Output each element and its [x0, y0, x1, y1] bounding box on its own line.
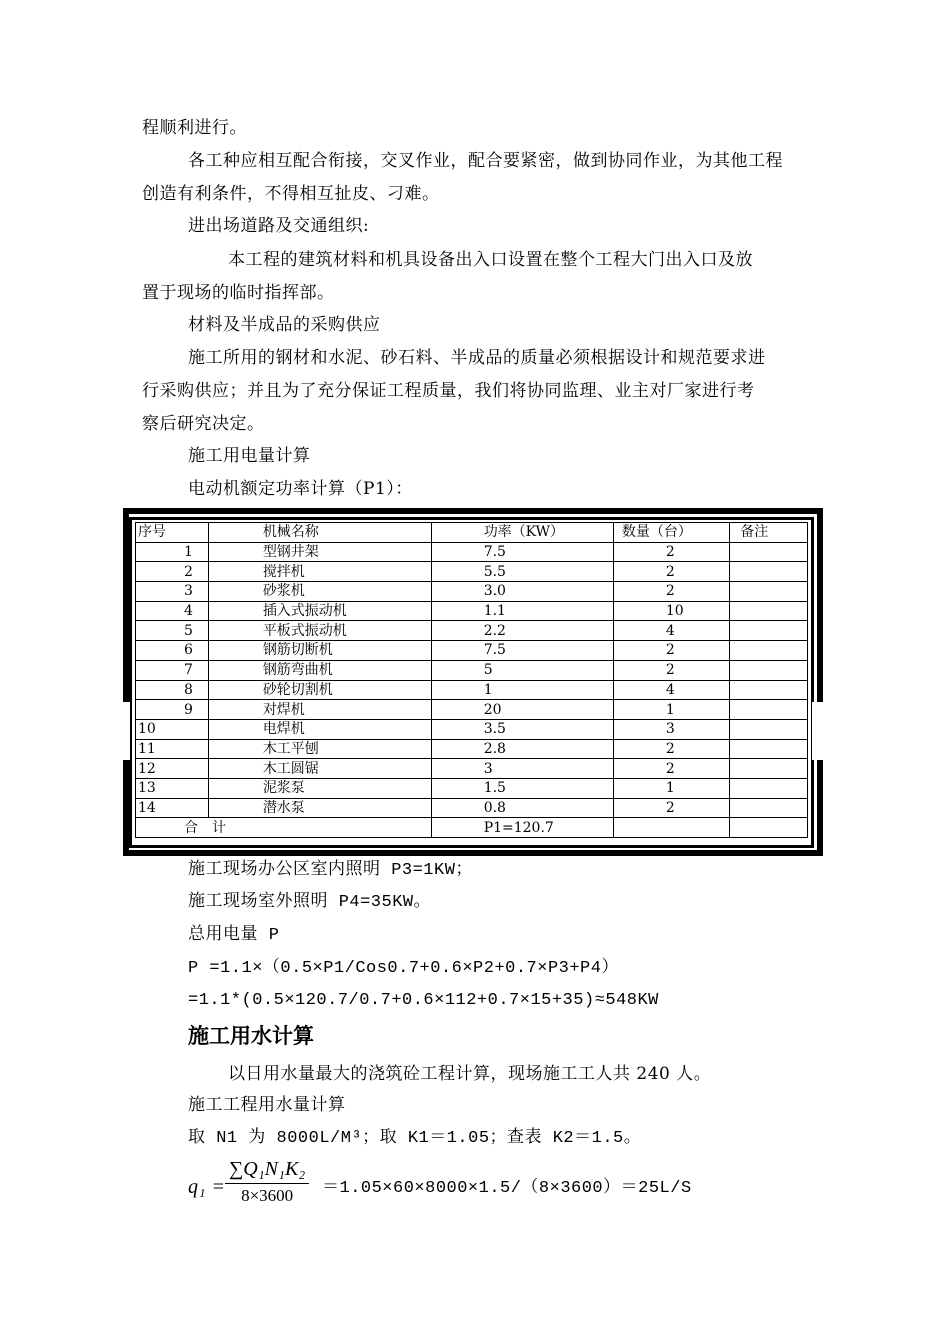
table-total-row [136, 818, 808, 838]
table-cell: 12 [136, 759, 209, 779]
table-row [136, 739, 808, 759]
table-cell: 2 [613, 759, 729, 779]
total-value: P1=120.7 [431, 818, 613, 838]
table-cell: 3.0 [431, 582, 613, 602]
table-cell: 5 [431, 660, 613, 680]
table-cell [730, 660, 808, 680]
table-cell: 7 [136, 660, 209, 680]
paragraph-line: 各工种应相互配合衔接，交叉作业，配合要紧密，做到协同作业，为其他工程 [188, 151, 783, 171]
table-cell: 13 [136, 778, 209, 798]
table-cell: 1.1 [431, 601, 613, 621]
table-row [136, 562, 808, 582]
table-cell: 2 [613, 542, 729, 562]
section-title: 施工用电量计算 [188, 446, 311, 466]
table-cell [730, 700, 808, 720]
paragraph-line: 本工程的建筑材料和机具设备出入口设置在整个工程大门出入口及放 [228, 250, 753, 270]
table-row [136, 582, 808, 602]
table-cell [613, 818, 729, 838]
table-cell: 木工平刨 [208, 739, 431, 759]
table-cell: 2.2 [431, 621, 613, 641]
table-cell: 3.5 [431, 719, 613, 739]
table-cell [730, 680, 808, 700]
table-cell: 泥浆泵 [208, 778, 431, 798]
table-cell: 2 [613, 739, 729, 759]
table-cell: 6 [136, 641, 209, 661]
table-cell [730, 759, 808, 779]
table-cell: 潜水泵 [208, 798, 431, 818]
text-line: P =1.1×（0.5×P1/Cos0.7+0.6×P2+0.7×P3+P4） [188, 959, 619, 978]
paragraph-line: 察后研究决定。 [142, 414, 265, 434]
table-cell: 3 [136, 582, 209, 602]
table-header-row [136, 523, 808, 543]
table-cell: 1 [431, 680, 613, 700]
table-cell: 4 [613, 621, 729, 641]
table-cell [730, 582, 808, 602]
table-cell: 4 [613, 680, 729, 700]
table-cell: 1.5 [431, 778, 613, 798]
formula-lhs: q₁ = [188, 1176, 226, 1198]
table-cell: 2 [613, 641, 729, 661]
table-row [136, 700, 808, 720]
table-row [136, 621, 808, 641]
formula-denominator: 8×3600 [241, 1186, 294, 1205]
table-cell [730, 542, 808, 562]
table-row [136, 719, 808, 739]
header-cell: 功率（KW） [431, 523, 613, 543]
table-cell: 2.8 [431, 739, 613, 759]
formula-rhs: ＝1.05×60×8000×1.5/（8×3600）＝25L/S [322, 1179, 692, 1198]
table-cell [730, 798, 808, 818]
table-cell [730, 818, 808, 838]
table-cell: 7.5 [431, 641, 613, 661]
paragraph-line: 行采购供应；并且为了充分保证工程质量，我们将协同监理、业主对厂家进行考 [142, 381, 755, 401]
paragraph-line: 置于现场的临时指挥部。 [142, 283, 335, 303]
border-gap [812, 702, 826, 760]
table-cell [730, 621, 808, 641]
section-heading: 施工用水计算 [188, 1024, 314, 1048]
table-cell: 5 [136, 621, 209, 641]
total-label: 合 计 [136, 818, 432, 838]
table-cell: 5.5 [431, 562, 613, 582]
table-cell: 型钢井架 [208, 542, 431, 562]
table-row [136, 660, 808, 680]
paragraph-line: 程顺利进行。 [142, 118, 247, 138]
table-cell: 2 [613, 660, 729, 680]
table-cell: 电焊机 [208, 719, 431, 739]
header-cell: 序号 [136, 523, 209, 543]
table-cell: 2 [613, 582, 729, 602]
table-cell: 3 [431, 759, 613, 779]
formula-fraction [225, 1158, 309, 1206]
section-title: 电动机额定功率计算（P1）： [188, 479, 413, 499]
table-cell: 20 [431, 700, 613, 720]
table-cell: 3 [613, 719, 729, 739]
table-cell: 1 [613, 778, 729, 798]
table-cell: 10 [613, 601, 729, 621]
table-cell: 14 [136, 798, 209, 818]
table-cell: 对焊机 [208, 700, 431, 720]
formula-numerator: ∑Q₁N₁K₂ [225, 1158, 309, 1184]
table-cell [730, 562, 808, 582]
table-cell: 4 [136, 601, 209, 621]
header-cell: 机械名称 [208, 523, 431, 543]
table-cell: 插入式振动机 [208, 601, 431, 621]
table-cell: 砂轮切割机 [208, 680, 431, 700]
text-line: 总用电量 P [188, 926, 280, 945]
table-row [136, 641, 808, 661]
table-cell: 8 [136, 680, 209, 700]
table-row [136, 680, 808, 700]
text-line: 施工现场室外照明 P4=35KW。 [188, 893, 432, 912]
text-line: 施工现场办公区室内照明 P3=1KW； [188, 861, 473, 880]
table-cell: 平板式振动机 [208, 621, 431, 641]
machine-power-table [135, 522, 808, 838]
text-line: 施工工程用水量计算 [188, 1097, 346, 1116]
paragraph-line: 创造有利条件，不得相互扯皮、刁难。 [142, 184, 440, 204]
table-cell: 1 [136, 542, 209, 562]
paragraph-line: 施工所用的钢材和水泥、砂石料、半成品的质量必须根据设计和规范要求进 [188, 348, 766, 368]
table-cell [730, 601, 808, 621]
table-cell: 搅拌机 [208, 562, 431, 582]
table-cell [730, 641, 808, 661]
table-cell: 2 [613, 562, 729, 582]
table-row [136, 798, 808, 818]
text-line: 以日用水量最大的浇筑砼工程计算，现场施工工人共 240 人。 [228, 1064, 712, 1084]
table-row [136, 542, 808, 562]
table-cell: 11 [136, 739, 209, 759]
table-cell: 钢筋弯曲机 [208, 660, 431, 680]
border-gap [120, 702, 130, 760]
table-row [136, 601, 808, 621]
table-cell: 10 [136, 719, 209, 739]
text-line: 取 N1 为 8000L/M³；取 K1＝1.05；查表 K2＝1.5。 [188, 1129, 642, 1148]
table-cell: 2 [613, 798, 729, 818]
table-cell [730, 719, 808, 739]
table-cell: 2 [136, 562, 209, 582]
text-line: =1.1*(0.5×120.7/0.7+0.6×112+0.7×15+35)≈548KW [188, 991, 659, 1010]
table-row [136, 759, 808, 779]
table-cell [730, 778, 808, 798]
table-cell: 7.5 [431, 542, 613, 562]
paragraph-line: 进出场道路及交通组织: [188, 216, 370, 236]
table-row [136, 778, 808, 798]
table-cell: 木工圆锯 [208, 759, 431, 779]
paragraph-line: 材料及半成品的采购供应 [188, 315, 381, 335]
table-cell [730, 739, 808, 759]
header-cell: 备注 [730, 523, 808, 543]
header-cell: 数量（台） [613, 523, 729, 543]
table-cell: 砂浆机 [208, 582, 431, 602]
table-cell: 钢筋切断机 [208, 641, 431, 661]
table-cell: 0.8 [431, 798, 613, 818]
table-cell: 9 [136, 700, 209, 720]
table-cell: 1 [613, 700, 729, 720]
